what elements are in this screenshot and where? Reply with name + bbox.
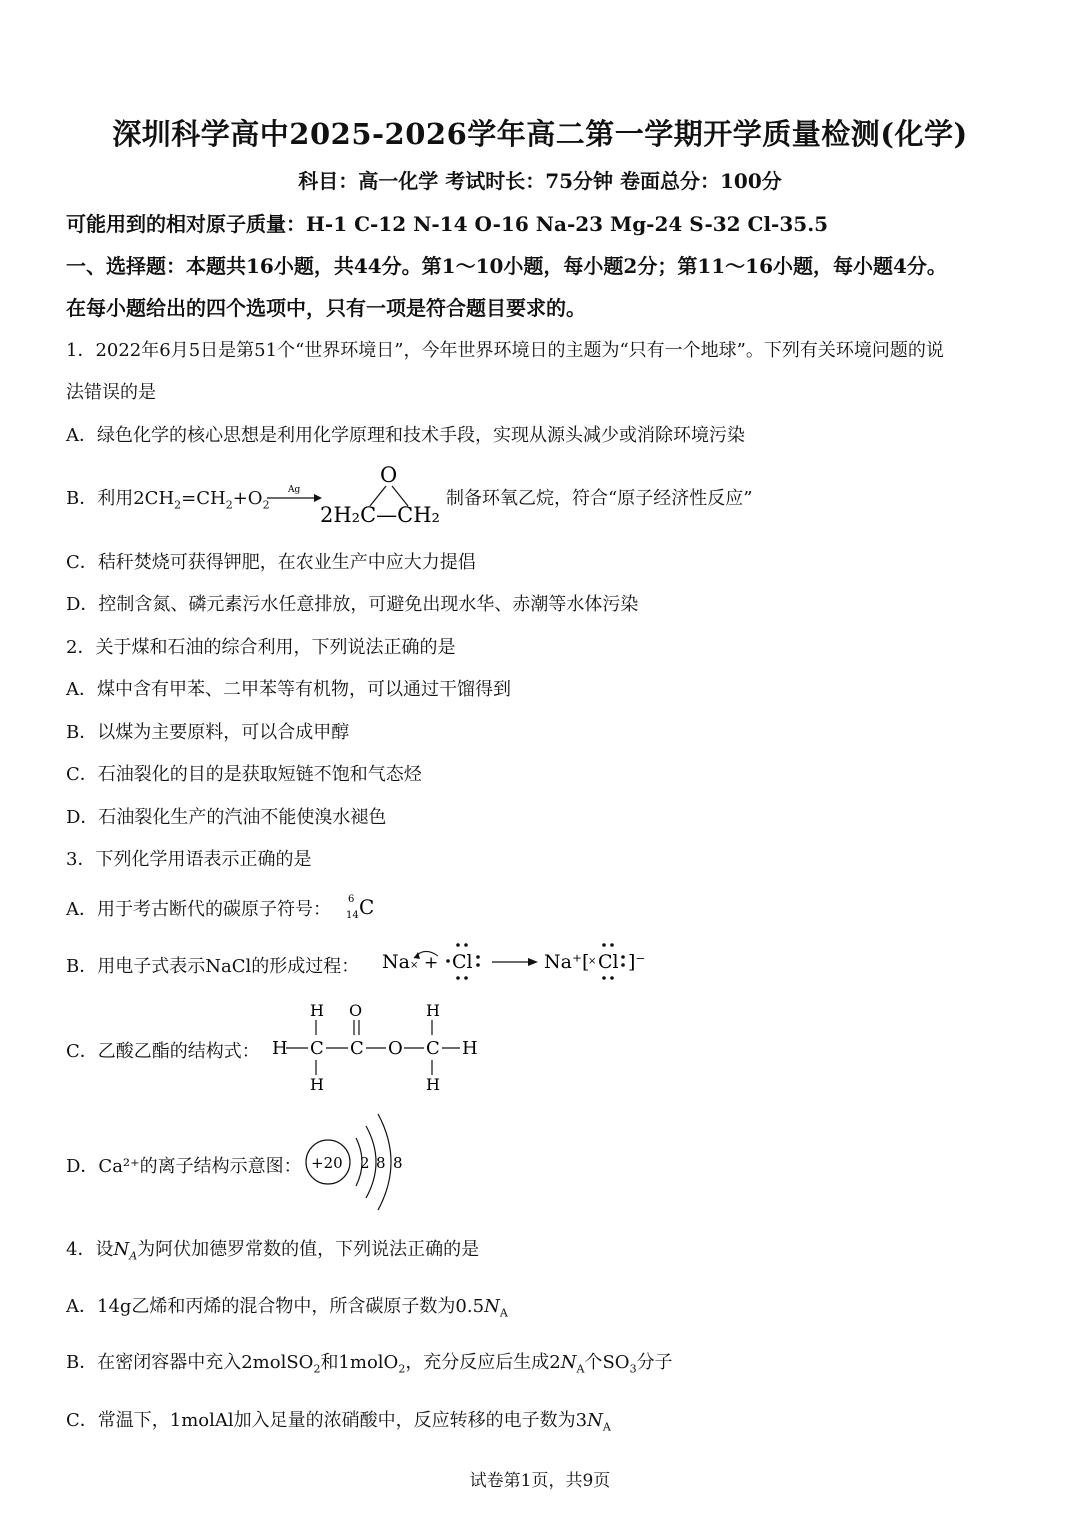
atom-c1: C (310, 1038, 324, 1059)
na-ion: Na⁺[ (544, 951, 590, 973)
bracket-close: ]⁻ (628, 951, 646, 973)
catalyst-label: Ag (288, 485, 301, 495)
q3-option-d (66, 1152, 302, 1178)
electron-dot (456, 976, 460, 980)
electron-dot (476, 955, 480, 959)
avogadro-subscript: A (129, 1249, 138, 1263)
avogadro-symbol: N (113, 1239, 130, 1260)
q4-b-mid2: ，充分反应后生成2 (405, 1352, 561, 1373)
avogadro-symbol: N (587, 1410, 603, 1431)
q4-option-a (66, 1292, 508, 1320)
section-instructions-2: 在每小题给出的四个选项中，只有一项是符合题目要求的。 (66, 296, 586, 320)
atom-h-top1: H (310, 1001, 324, 1020)
q1-option-c: C．秸秆焚烧可获得钾肥，在农业生产中应大力提倡 (66, 552, 476, 573)
q2-stem: 2．关于煤和石油的综合利用，下列说法正确的是 (66, 637, 456, 658)
q1-b-o2: +O (232, 488, 263, 509)
atom-c3: C (426, 1038, 440, 1059)
electron-dot (610, 943, 614, 947)
electron-dot (464, 976, 468, 980)
electron-dot (621, 963, 625, 967)
atomic-masses: 可能用到的相对原子质量：H-1 C-12 N-14 O-16 Na-23 Mg-24 S-32 Cl-35.5 (66, 212, 829, 236)
q3-option-a (66, 895, 331, 921)
na-electron-mark: × (410, 960, 419, 971)
avogadro-subscript: A (602, 1420, 611, 1434)
epoxide-oxygen: O (380, 463, 398, 487)
atom-h-top3: H (426, 1001, 440, 1020)
q1-option-b: B．利用$2CH_2=CH_2+O_2$ (66, 488, 270, 512)
avogadro-symbol: N (560, 1352, 577, 1373)
q1-b-reaction-diagram (262, 462, 462, 528)
transferred-electron-mark: × (588, 956, 597, 967)
formation-arrowhead (528, 958, 538, 966)
reaction-arrowhead (314, 494, 322, 502)
q1-b-suffix: 制备环氧乙烷，符合“原子经济性反应” (446, 488, 753, 509)
q4-stem-suffix: 为阿伏加德罗常数的值，下列说法正确的是 (137, 1239, 480, 1260)
shell-electrons-3: 8 (393, 1154, 403, 1172)
na-symbol: Na (382, 951, 410, 973)
atom-o: O (388, 1038, 403, 1059)
q1-b-prefix: B．利用2CH (66, 488, 175, 509)
atom-o-double: O (349, 1001, 363, 1020)
q1-stem-line1: 1．2022年6月5日是第51个“世界环境日”，今年世界环境日的主题为“只有一个地球”。下列有关环境问题的说 (66, 340, 944, 361)
avogadro-subscript: A (499, 1306, 508, 1320)
electron-dot (456, 943, 460, 947)
electron-dot (610, 976, 614, 980)
electron-dot (464, 943, 468, 947)
q3-b-electron-formula (378, 938, 658, 984)
avogadro-subscript: A (576, 1362, 585, 1376)
nucleus-charge: +20 (311, 1154, 343, 1172)
q4-stem (66, 1235, 479, 1263)
q3-option-c (66, 1037, 260, 1063)
page-footer: 试卷第1页，共9页 (469, 1471, 611, 1491)
q4-b-suffix: 个SO (584, 1352, 630, 1373)
q3-c-text: C．乙酸乙酯的结构式： (66, 1041, 260, 1062)
cl-symbol: Cl (452, 951, 473, 973)
atom-h-bottom1: H (310, 1075, 324, 1094)
q3-stem: 3．下列化学用语表示正确的是 (66, 849, 312, 870)
q2-option-c: C．石油裂化的目的是获取短链不饱和气态烃 (66, 764, 422, 785)
avogadro-symbol: N (484, 1296, 500, 1317)
epoxide-carbons: 2H₂C—CH₂ (320, 503, 440, 527)
page-title: 深圳科学高中2025-2026学年高二第一学期开学质量检测(化学) (112, 117, 968, 151)
q1-option-d: D．控制含氮、磷元素污水任意排放，可避免出现水华、赤潮等水体污染 (66, 594, 639, 615)
q3-c-structural-formula (268, 998, 488, 1098)
q2-option-b: B．以煤为主要原料，可以合成甲醇 (66, 722, 350, 743)
q4-option-c (66, 1406, 611, 1434)
q4-b-prefix: B．在密闭容器中充入2molSO (66, 1352, 314, 1373)
q1-option-a: A．绿色化学的核心思想是利用化学原理和技术手段，实现从源头减少或消除环境污染 (66, 425, 745, 446)
q4-option-b: B．在密闭容器中充入2molSO$_2$和1molO$_2$，充分反应后生成$2N_A$个$SO_3$分子 (66, 1352, 673, 1376)
atom-h-left: H (272, 1038, 288, 1059)
q2-option-a: A．煤中含有甲苯、二甲苯等有机物，可以通过干馏得到 (66, 679, 511, 700)
q3-a-nuclide-symbol (342, 888, 378, 924)
atom-h-bottom3: H (426, 1075, 440, 1094)
electron-dot (476, 963, 480, 967)
q4-b-mid: 和1molO (320, 1352, 399, 1373)
electron-dot (602, 976, 606, 980)
q4-stem-prefix: 4．设 (66, 1239, 114, 1260)
atom-h-right: H (462, 1038, 478, 1059)
q4-b-end: 分子 (636, 1352, 673, 1373)
electron-dot (446, 959, 450, 963)
q3-d-ion-diagram (300, 1108, 412, 1212)
q4-c-text: C．常温下，1molAl加入足量的浓硝酸中，反应转移的电子数为3 (66, 1410, 588, 1431)
exam-meta: 科目：高一化学 考试时长：75分钟 卷面总分：100分 (298, 169, 782, 193)
section-instructions-1: 一、选择题：本题共16小题，共44分。第1～10小题，每小题2分；第11～16小题，每小题4分。 (66, 254, 947, 278)
shell-electrons-2: 8 (376, 1154, 386, 1172)
shell-electrons-1: 2 (360, 1154, 370, 1172)
atom-c2: C (350, 1038, 364, 1059)
q3-d-text: D．Ca²⁺的离子结构示意图： (66, 1156, 302, 1177)
q4-a-text: A．14g乙烯和丙烯的混合物中，所含碳原子数为0.5 (66, 1296, 485, 1317)
nuclide-top: 6 (348, 894, 355, 905)
nuclide-bottom: 14 (346, 910, 359, 921)
q3-option-b (66, 952, 359, 978)
nuclide-element: C (359, 895, 375, 919)
electron-dot (621, 955, 625, 959)
q1-stem-line2: 法错误的是 (66, 382, 156, 403)
plus-sign: + (424, 953, 439, 973)
q1-b-mid: =CH (181, 488, 226, 509)
electron-dot (602, 943, 606, 947)
q3-b-text: B．用电子式表示NaCl的形成过程： (66, 956, 360, 977)
cl-ion-symbol: Cl (598, 951, 619, 973)
q3-a-text: A．用于考古断代的碳原子符号： (66, 899, 331, 920)
q2-option-d: D．石油裂化生产的汽油不能使溴水褪色 (66, 807, 387, 828)
